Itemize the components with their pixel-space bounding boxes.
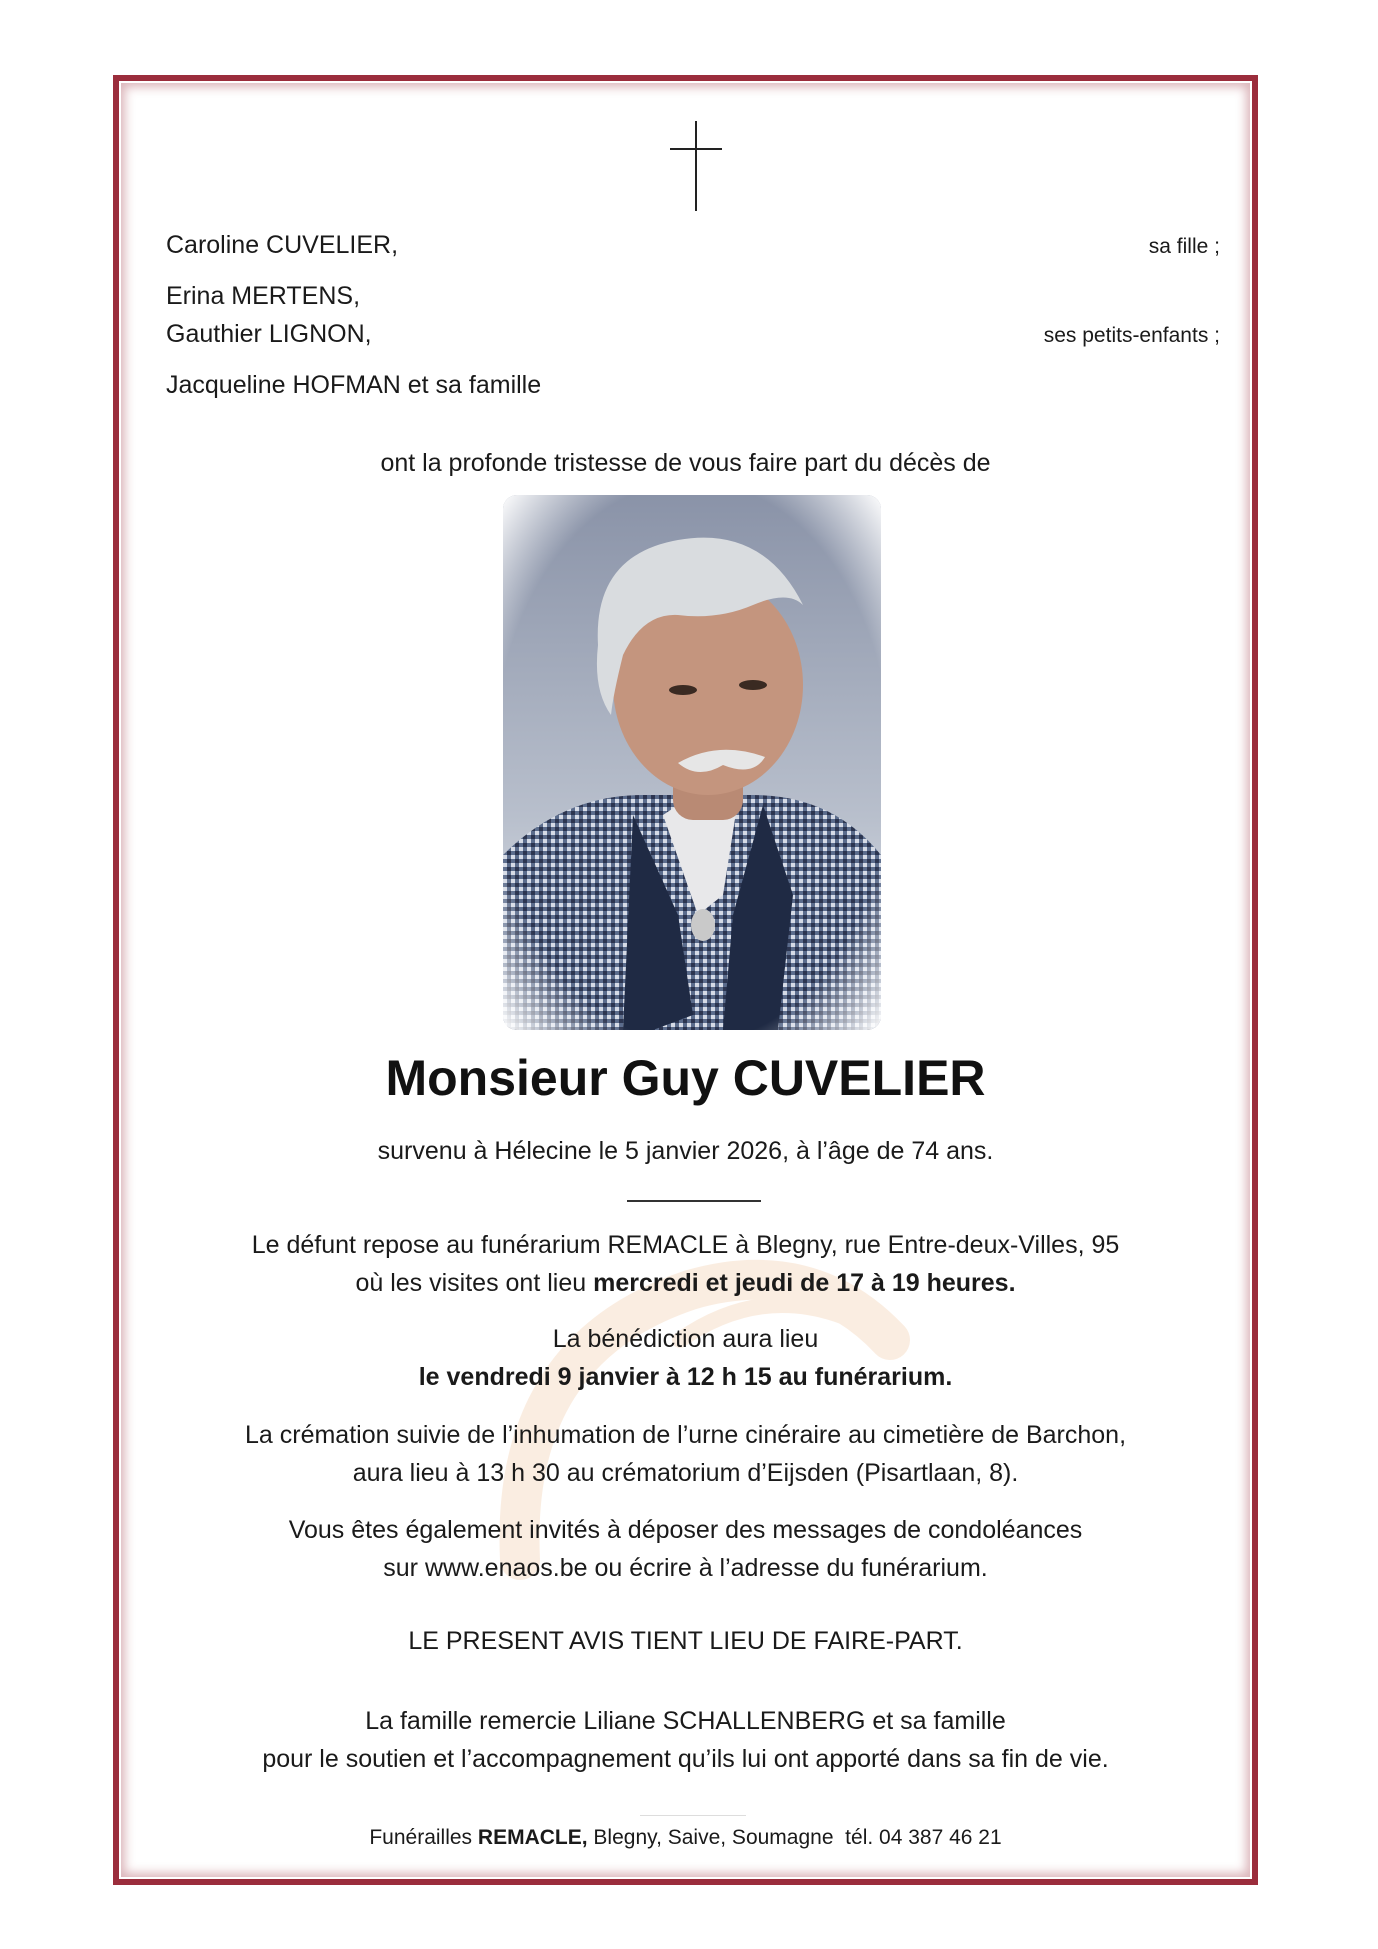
blessing-line-2: le vendredi 9 janvier à 12 h 15 au funérarium. bbox=[418, 1363, 953, 1391]
family-name-1: Caroline CUVELIER, bbox=[166, 231, 399, 259]
visits-line-1: Le défunt repose au funérarium REMACLE à Blegny, rue Entre-deux-Villes, 95 bbox=[251, 1231, 1120, 1259]
family-name-2: Erina MERTENS, bbox=[166, 282, 361, 310]
thanks-line-1: La famille remercie Liliane SCHALLENBERG et sa famille bbox=[365, 1707, 1006, 1735]
family-relation-1: sa fille ; bbox=[1148, 235, 1220, 258]
family-relation-2: ses petits-enfants ; bbox=[1043, 324, 1220, 347]
footer-suffix: Blegny, Saive, Soumagne tél. 04 387 46 21 bbox=[587, 1826, 1002, 1849]
visits-line-2 bbox=[113, 1264, 1258, 1302]
condolences-block bbox=[113, 1511, 1258, 1587]
announcement bbox=[113, 444, 1258, 482]
announcement-text: ont la profonde tristesse de vous faire part du décès de bbox=[380, 449, 991, 477]
notice-block bbox=[113, 1622, 1258, 1660]
family-name-3: Gauthier LIGNON, bbox=[166, 320, 372, 348]
thanks-block bbox=[113, 1702, 1258, 1778]
deceased-name: Monsieur Guy CUVELIER bbox=[385, 1050, 986, 1106]
footer-brand: REMACLE, bbox=[477, 1826, 588, 1849]
portrait-photo bbox=[503, 495, 881, 1030]
deceased-details: survenu à Hélecine le 5 janvier 2026, à l’âge de 74 ans. bbox=[377, 1137, 994, 1165]
condolences-line-2: sur www.enaos.be ou écrire à l’adresse du funérarium. bbox=[383, 1554, 988, 1582]
condolences-line-1: Vous êtes également invités à déposer des messages de condoléances bbox=[288, 1516, 1083, 1544]
thanks-line-2: pour le soutien et l’accompagnement qu’ils lui ont apporté dans sa fin de vie. bbox=[262, 1745, 1109, 1773]
cremation-block bbox=[113, 1416, 1258, 1492]
cremation-line-2: aura lieu à 13 h 30 au crématorium d’Eijsden (Pisartlaan, 8). bbox=[352, 1459, 1019, 1487]
deceased-block bbox=[113, 1048, 1258, 1108]
visits-line-2-prefix: où les visites ont lieu bbox=[355, 1269, 594, 1297]
cross-icon bbox=[668, 119, 724, 213]
blessing-line-1: La bénédiction aura lieu bbox=[552, 1325, 819, 1353]
cremation-line-1: La crémation suivie de l’inhumation de l’urne cinéraire au cimetière de Barchon, bbox=[244, 1421, 1127, 1449]
footer bbox=[113, 1823, 1258, 1853]
visits-block bbox=[113, 1226, 1258, 1302]
divider-line bbox=[627, 1200, 761, 1202]
blessing-block bbox=[113, 1320, 1258, 1396]
family-name-4: Jacqueline HOFMAN et sa famille bbox=[166, 371, 542, 399]
footer-prefix: Funérailles bbox=[369, 1826, 478, 1849]
footer-divider bbox=[640, 1815, 746, 1816]
visits-line-2-bold: mercredi et jeudi de 17 à 19 heures. bbox=[593, 1269, 1016, 1297]
deceased-details-block bbox=[113, 1132, 1258, 1170]
notice-text: LE PRESENT AVIS TIENT LIEU DE FAIRE-PART. bbox=[408, 1627, 963, 1655]
